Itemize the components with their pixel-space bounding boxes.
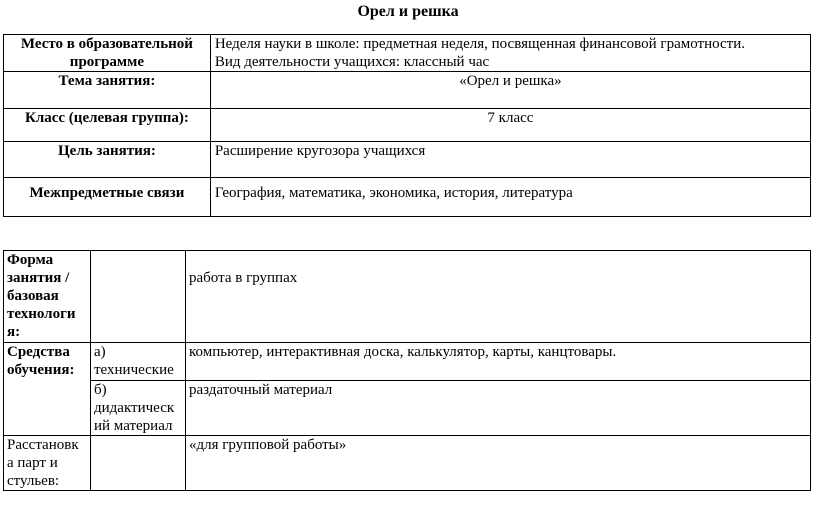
form-value: работа в группах [186,251,811,343]
row-label-links: Межпредметные связи [4,178,211,217]
table-row [4,178,811,217]
table-row [4,251,811,343]
row-value-topic: «Орел и решка» [210,72,810,109]
table-row [4,436,811,491]
means-label: Средства обучения: [4,343,91,436]
form-empty-cell [91,251,186,343]
table-row [4,35,811,72]
row-label-program: Место в образовательной программе [4,35,211,72]
means-a-value: компьютер, интерактивная доска, калькулятор, карты, канцтовары. [186,343,811,381]
table-row [4,343,811,381]
means-a-label: а) технические [91,343,186,381]
row-value-goal: Расширение кругозора учащихся [210,142,810,178]
row-value-class: 7 класс [210,109,810,142]
table-row [4,142,811,178]
row-value-links: География, математика, экономика, история, литература [210,178,810,217]
seating-value: «для групповой работы» [186,436,811,491]
table-row [4,381,811,436]
program-line-1: Неделя науки в школе: предметная неделя, посвященная финансовой грамотности. [214,36,745,52]
seating-label: Расстановк а парт и стульев: [4,436,91,491]
lesson-info-table [3,34,811,217]
seating-empty-cell [91,436,186,491]
form-label: Форма занятия / базовая технологи я: [4,251,91,343]
means-b-label: б) дидактическ ий материал [91,381,186,436]
page-title: Орел и решка [357,3,459,20]
row-label-goal: Цель занятия: [4,142,211,178]
table-row [4,109,811,142]
row-value-program [210,35,810,72]
lesson-means-table [3,250,811,491]
program-line-2: Вид деятельности учащихся: классный час [214,54,490,70]
row-label-topic: Тема занятия: [4,72,211,109]
means-b-value: раздаточный материал [186,381,811,436]
row-label-class: Класс (целевая группа): [4,109,211,142]
table-row [4,72,811,109]
